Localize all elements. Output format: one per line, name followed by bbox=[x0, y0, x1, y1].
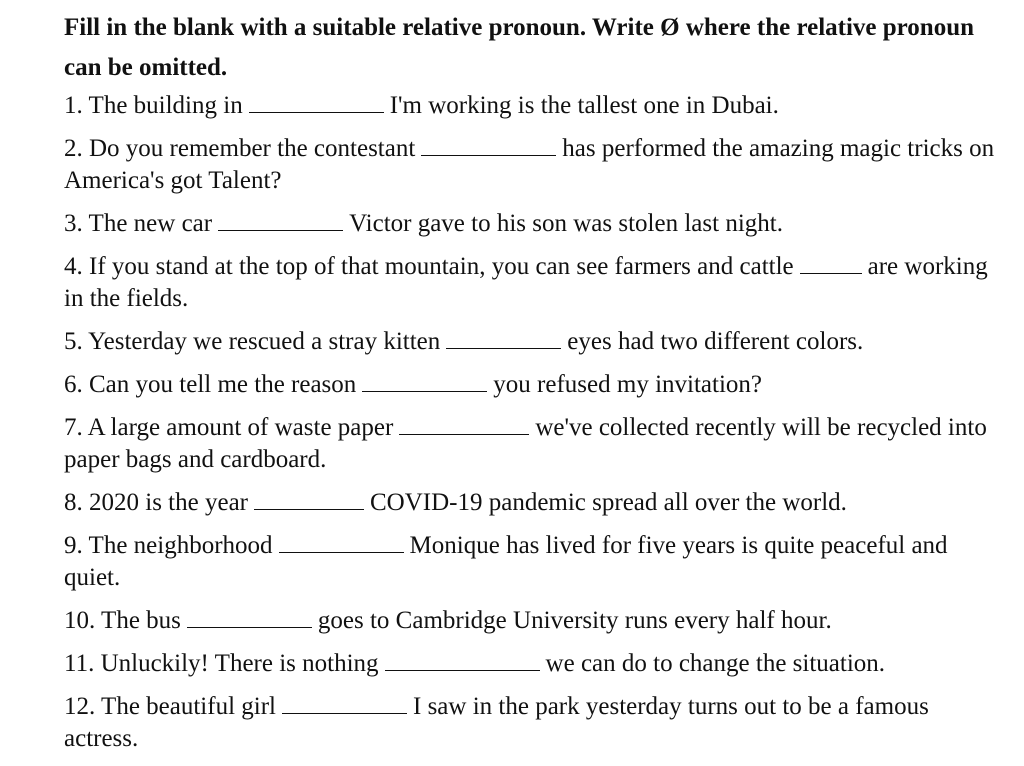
question-6-after: you refused my invitation? bbox=[493, 371, 762, 398]
question-11-blank[interactable] bbox=[385, 648, 540, 671]
question-5-blank[interactable] bbox=[446, 326, 561, 349]
question-10-blank[interactable] bbox=[187, 605, 312, 628]
question-5 bbox=[64, 326, 1009, 358]
question-1-blank[interactable] bbox=[249, 90, 384, 113]
question-11-before: 11. Unluckily! There is nothing bbox=[64, 650, 379, 677]
question-9-before: 9. The neighborhood bbox=[64, 532, 273, 559]
question-1-after: I'm working is the tallest one in Dubai. bbox=[389, 92, 779, 119]
question-9-after: Monique has lived for five years is quite peaceful and quiet. bbox=[64, 532, 948, 591]
question-12-after: I saw in the park yesterday turns out to be a famous actress. bbox=[64, 693, 929, 752]
question-6-before: 6. Can you tell me the reason bbox=[64, 371, 357, 398]
question-12-before: 12. The beautiful girl bbox=[64, 693, 276, 720]
question-5-before: 5. Yesterday we rescued a stray kitten bbox=[64, 328, 441, 355]
question-12 bbox=[64, 691, 1009, 755]
question-3 bbox=[64, 208, 1009, 240]
question-11-after: we can do to change the situation. bbox=[545, 650, 886, 677]
question-8-before: 8. 2020 is the year bbox=[64, 489, 248, 516]
worksheet bbox=[64, 8, 1009, 766]
question-3-after: Victor gave to his son was stolen last night. bbox=[349, 210, 783, 237]
question-5-after: eyes had two different colors. bbox=[567, 328, 864, 355]
question-7-blank[interactable] bbox=[399, 412, 529, 435]
question-12-blank[interactable] bbox=[282, 691, 407, 714]
question-2-before: 2. Do you remember the contestant bbox=[64, 135, 416, 162]
question-6 bbox=[64, 369, 1009, 401]
question-4-after: are working in the fields. bbox=[64, 253, 988, 312]
question-10-before: 10. The bus bbox=[64, 607, 181, 634]
question-7-after: we've collected recently will be recycled into paper bags and cardboard. bbox=[64, 414, 987, 473]
question-10-after: goes to Cambridge University runs every half hour. bbox=[317, 607, 832, 634]
question-7-before: 7. A large amount of waste paper bbox=[64, 414, 394, 441]
question-6-blank[interactable] bbox=[362, 369, 487, 392]
question-4-blank[interactable] bbox=[800, 251, 862, 274]
question-4 bbox=[64, 251, 1009, 315]
question-2-blank[interactable] bbox=[421, 133, 556, 156]
question-9-blank[interactable] bbox=[279, 530, 404, 553]
question-3-before: 3. The new car bbox=[64, 210, 213, 237]
question-2-after: has performed the amazing magic tricks on America's got Talent? bbox=[64, 135, 995, 194]
question-8-after: COVID-19 pandemic spread all over the world. bbox=[369, 489, 847, 516]
question-8-blank[interactable] bbox=[254, 487, 364, 510]
question-3-blank[interactable] bbox=[218, 208, 343, 231]
question-1-before: 1. The building in bbox=[64, 92, 243, 119]
question-2 bbox=[64, 133, 1009, 197]
question-9 bbox=[64, 530, 1009, 594]
question-8 bbox=[64, 487, 1009, 519]
question-11 bbox=[64, 648, 1009, 680]
question-7 bbox=[64, 412, 1009, 476]
instruction-heading: Fill in the blank with a suitable relative pronoun. Write Ø where the relative pronoun can be omitted. bbox=[64, 14, 975, 81]
question-4-before: 4. If you stand at the top of that mountain, you can see farmers and cattle bbox=[64, 253, 794, 280]
question-1 bbox=[64, 90, 1009, 122]
question-10 bbox=[64, 605, 1009, 637]
